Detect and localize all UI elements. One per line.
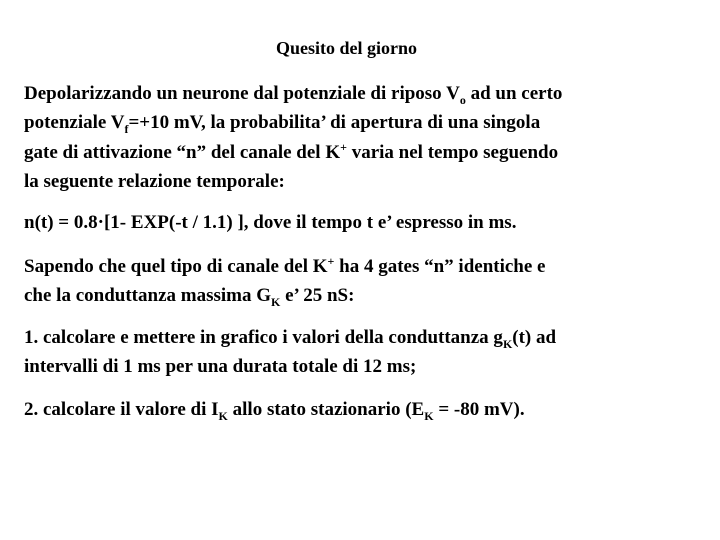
intro-line-3 — [24, 140, 559, 163]
intro-text: ad un certo — [465, 83, 563, 104]
subscript: K — [271, 295, 281, 309]
intro-line-4: la seguente relazione temporale: — [24, 171, 285, 192]
gates-line-1 — [24, 254, 546, 277]
subscript: K — [424, 409, 434, 423]
gates-text: e’ 25 nS: — [280, 285, 355, 306]
subscript: o — [459, 93, 466, 107]
intro-text: Depolarizzando un neurone dal potenziale di riposo V — [24, 83, 460, 104]
gates-text: Sapendo che quel tipo di canale del K — [24, 256, 328, 277]
task-2 — [24, 399, 525, 423]
intro-line-1 — [24, 83, 563, 107]
superscript: + — [327, 254, 335, 268]
gates-line-2 — [24, 285, 355, 309]
gates-text: ha 4 gates “n” identiche e — [334, 256, 546, 277]
subscript: f — [124, 122, 129, 136]
task-text: = -80 mV). — [433, 399, 525, 420]
formula-line: n(t) = 0.8·[1- EXP(-t / 1.1) ], dove il tempo t e’ espresso in ms. — [24, 212, 517, 233]
subscript: K — [502, 337, 513, 351]
intro-text: potenziale V — [24, 112, 125, 133]
superscript: + — [340, 140, 347, 154]
task-text: 2. calcolare il valore di I — [24, 399, 219, 420]
page-title: Quesito del giorno — [276, 38, 418, 58]
intro-text: varia nel tempo seguendo — [346, 142, 559, 163]
task-1-line-2: intervalli di 1 ms per una durata totale di 12 ms; — [24, 356, 417, 377]
intro-line-2 — [24, 112, 541, 136]
task-text: 1. calcolare e mettere in grafico i valori della conduttanza g — [24, 327, 503, 348]
gates-text: che la conduttanza massima G — [24, 285, 271, 306]
task-text: (t) ad — [512, 327, 557, 348]
task-text: allo stato stazionario (E — [227, 399, 425, 420]
intro-text: gate di attivazione “n” del canale del K — [24, 142, 341, 163]
subscript: K — [218, 409, 228, 423]
task-1-line-1 — [24, 327, 557, 351]
intro-text: =+10 mV, la probabilita’ di apertura di una singola — [128, 112, 541, 133]
